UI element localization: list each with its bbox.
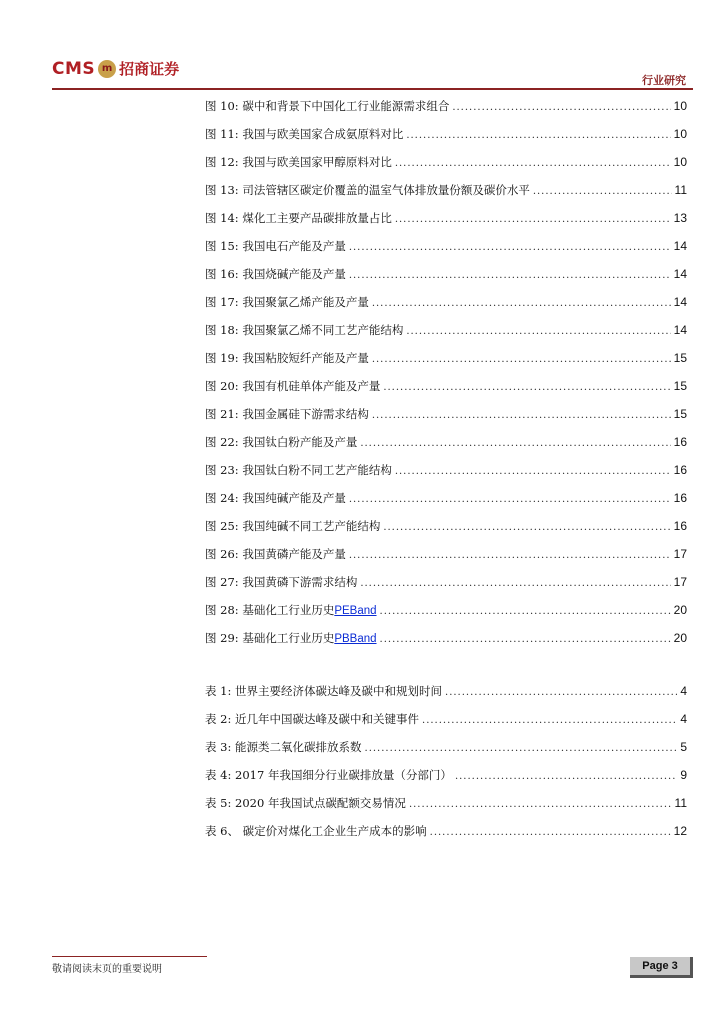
toc-entry-label: 图 27: <box>205 575 239 589</box>
toc-entry-page: 14 <box>673 267 687 281</box>
toc-leader-dots <box>372 352 671 368</box>
toc-entry-title: 碳中和背景下中国化工行业能源需求组合 <box>242 99 450 113</box>
toc-entry-title: 我国纯碱产能及产量 <box>242 491 346 505</box>
toc-entry-title: 我国聚氯乙烯产能及产量 <box>242 295 369 309</box>
toc-entry-title: 能源类二氧化碳排放系数 <box>235 740 362 754</box>
table-toc-entry[interactable] <box>205 683 687 699</box>
toc-entry-page: 17 <box>673 547 687 561</box>
toc-leader-dots <box>372 408 671 424</box>
toc-leader-dots <box>395 156 671 172</box>
toc-entry-label: 图 24: <box>205 491 239 505</box>
toc-entry-title: 我国与欧美国家甲醇原料对比 <box>242 155 392 169</box>
toc-entry-page: 10 <box>673 155 687 169</box>
toc-entry-title: 世界主要经济体碳达峰及碳中和规划时间 <box>235 684 443 698</box>
toc-entry-label: 图 23: <box>205 463 239 477</box>
toc-entry-title: 我国有机硅单体产能及产量 <box>242 379 381 393</box>
toc-entry-title: 我国钛白粉产能及产量 <box>242 435 358 449</box>
toc-entry-label: 表 2: <box>205 712 232 726</box>
footer-disclaimer-note: 敬请阅读末页的重要说明 <box>52 964 162 975</box>
toc-leader-dots <box>533 184 672 200</box>
figure-toc-entry[interactable] <box>205 182 687 198</box>
figure-toc-entry[interactable] <box>205 378 687 394</box>
figure-toc-entry[interactable] <box>205 630 687 646</box>
toc-entry-label: 图 21: <box>205 407 239 421</box>
figure-toc-entry[interactable] <box>205 294 687 310</box>
figure-toc-entry[interactable] <box>205 154 687 170</box>
toc-entry-label: 图 18: <box>205 323 239 337</box>
toc-entry-label: 表 3: <box>205 740 232 754</box>
toc-entry-title: 煤化工主要产品碳排放量占比 <box>242 211 392 225</box>
toc-entry-label: 图 14: <box>205 211 239 225</box>
toc-leader-dots <box>395 212 671 228</box>
toc-leader-dots <box>349 492 671 508</box>
toc-entry-title: 2017 年我国细分行业碳排放量（分部门） <box>235 768 452 782</box>
toc-leader-dots <box>452 100 670 116</box>
toc-leader-dots <box>455 769 677 785</box>
toc-entry-label: 图 16: <box>205 267 239 281</box>
toc-leader-dots <box>383 520 670 536</box>
toc-entry-label: 表 1: <box>205 684 232 698</box>
toc-entry-label: 表 5: <box>205 796 232 810</box>
toc-entry-label: 图 29: <box>205 631 239 645</box>
toc-entry-label: 图 20: <box>205 379 239 393</box>
company-logo <box>52 58 179 79</box>
toc-entry-label: 图 28: <box>205 603 239 617</box>
toc-entry-title: 我国黄磷下游需求结构 <box>242 575 358 589</box>
figure-toc-entry[interactable] <box>205 238 687 254</box>
toc-entry-page: 20 <box>673 603 687 617</box>
toc-entry-page: 12 <box>673 824 687 838</box>
toc-entry-page: 15 <box>673 351 687 365</box>
logo-text: CMS <box>52 58 96 79</box>
toc-leader-dots <box>360 576 670 592</box>
toc-leader-dots <box>409 797 672 813</box>
figure-toc-entry[interactable] <box>205 518 687 534</box>
table-toc-entry[interactable] <box>205 823 687 839</box>
logo-mark-icon: m <box>98 60 116 78</box>
toc-entry-page: 16 <box>673 519 687 533</box>
figure-toc-entry[interactable] <box>205 490 687 506</box>
toc-leader-dots <box>380 604 671 620</box>
toc-entry-page: 10 <box>673 127 687 141</box>
toc-entry-label: 图 26: <box>205 547 239 561</box>
table-toc-entry[interactable] <box>205 711 687 727</box>
toc-entry-page: 4 <box>680 712 687 726</box>
toc-entry-label: 图 12: <box>205 155 239 169</box>
toc-entry-page: 14 <box>673 323 687 337</box>
toc-entry-page: 20 <box>673 631 687 645</box>
toc-entry-label: 表 6、 <box>205 824 239 838</box>
toc-leader-dots <box>365 741 678 757</box>
toc-entry-title: 我国聚氯乙烯不同工艺产能结构 <box>242 323 404 337</box>
toc-entry-title: 碳定价对煤化工企业生产成本的影响 <box>242 824 427 838</box>
toc-entry-label: 表 4: <box>205 768 232 782</box>
toc-entry-label: 图 19: <box>205 351 239 365</box>
toc-entry-title: 我国钛白粉不同工艺产能结构 <box>242 463 392 477</box>
page-number: Page 3 <box>630 957 693 978</box>
toc-entry-title: 2020 年我国试点碳配额交易情况 <box>235 796 406 810</box>
toc-entry-title: 我国电石产能及产量 <box>242 239 346 253</box>
toc-entry-page: 16 <box>673 463 687 477</box>
toc-leader-dots <box>349 548 671 564</box>
toc-leader-dots <box>383 380 670 396</box>
figure-toc-entry[interactable] <box>205 406 687 422</box>
header-divider <box>52 88 693 90</box>
toc-leader-dots <box>406 128 670 144</box>
toc-entry-page: 5 <box>680 740 687 754</box>
table-toc-entry[interactable] <box>205 767 687 783</box>
figure-toc-entry[interactable] <box>205 98 687 114</box>
toc-leader-dots <box>395 464 671 480</box>
toc-entry-page: 16 <box>673 491 687 505</box>
toc-leader-dots <box>406 324 670 340</box>
toc-entry-link[interactable]: PEBand <box>334 605 377 617</box>
toc-leader-dots <box>360 436 670 452</box>
toc-entry-label: 图 15: <box>205 239 239 253</box>
figure-toc-entry[interactable] <box>205 266 687 282</box>
toc-entry-label: 图 17: <box>205 295 239 309</box>
toc-entry-title: 基础化工行业历史 <box>242 631 335 645</box>
figure-toc-entry[interactable] <box>205 546 687 562</box>
toc-leader-dots <box>349 268 671 284</box>
toc-leader-dots <box>372 296 671 312</box>
section-label: 行业研究 <box>642 74 686 87</box>
toc-entry-title: 司法管辖区碳定价覆盖的温室气体排放量份额及碳价水平 <box>242 183 530 197</box>
figure-toc-entry[interactable] <box>205 126 687 142</box>
toc-entry-page: 13 <box>673 211 687 225</box>
toc-entry-page: 9 <box>680 768 687 782</box>
toc-entry-page: 16 <box>673 435 687 449</box>
logo-chinese-name: 招商证券 <box>119 60 180 78</box>
figure-toc-entry[interactable] <box>205 322 687 338</box>
figure-toc-entry[interactable] <box>205 574 687 590</box>
toc-entry-title: 我国黄磷产能及产量 <box>242 547 346 561</box>
toc-entry-label: 图 11: <box>205 127 239 141</box>
toc-leader-dots <box>422 713 677 729</box>
footer-divider <box>52 956 207 957</box>
table-toc-entry[interactable] <box>205 795 687 811</box>
toc-leader-dots <box>380 632 671 648</box>
toc-leader-dots <box>430 825 671 841</box>
figure-toc-entry[interactable] <box>205 350 687 366</box>
toc-entry-page: 15 <box>673 407 687 421</box>
toc-leader-dots <box>445 685 677 701</box>
toc-entry-page: 17 <box>673 575 687 589</box>
toc-entry-page: 15 <box>673 379 687 393</box>
figure-toc-entry[interactable] <box>205 210 687 226</box>
toc-entry-title: 基础化工行业历史 <box>242 603 335 617</box>
toc-entry-label: 图 13: <box>205 183 239 197</box>
toc-entry-page: 11 <box>674 183 687 197</box>
table-toc-entry[interactable] <box>205 739 687 755</box>
toc-entry-page: 14 <box>673 239 687 253</box>
toc-entry-label: 图 25: <box>205 519 239 533</box>
figure-toc-entry[interactable] <box>205 434 687 450</box>
toc-entry-title: 我国金属硅下游需求结构 <box>242 407 369 421</box>
toc-entry-title: 我国粘胶短纤产能及产量 <box>242 351 369 365</box>
figure-toc-entry[interactable] <box>205 462 687 478</box>
toc-entry-page: 4 <box>680 684 687 698</box>
toc-entry-page: 10 <box>673 99 687 113</box>
figure-toc-entry[interactable] <box>205 602 687 618</box>
toc-entry-label: 图 22: <box>205 435 239 449</box>
toc-entry-title: 近几年中国碳达峰及碳中和关键事件 <box>235 712 420 726</box>
toc-entry-page: 11 <box>674 796 687 810</box>
toc-entry-label: 图 10: <box>205 99 239 113</box>
toc-entry-page: 14 <box>673 295 687 309</box>
toc-leader-dots <box>349 240 671 256</box>
toc-entry-title: 我国烧碱产能及产量 <box>242 267 346 281</box>
toc-entry-title: 我国纯碱不同工艺产能结构 <box>242 519 381 533</box>
toc-entry-link[interactable]: PBBand <box>334 633 377 645</box>
toc-entry-title: 我国与欧美国家合成氨原料对比 <box>242 127 404 141</box>
